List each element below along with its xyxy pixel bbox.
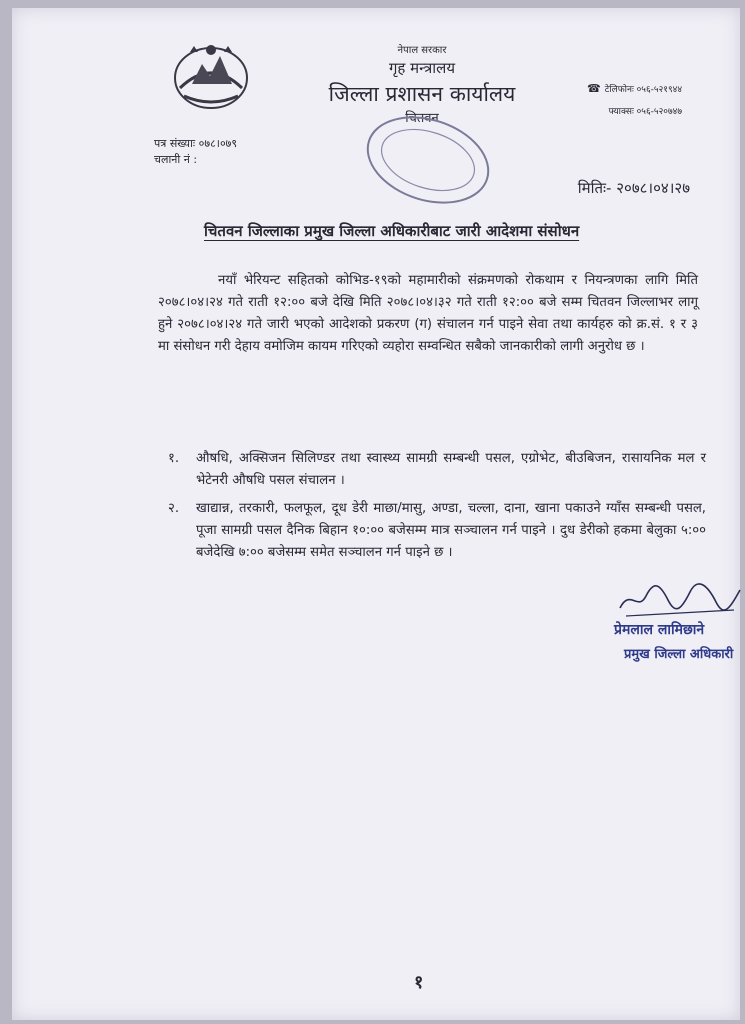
letter-number: पत्र संख्याः ०७८।०७९ — [154, 137, 238, 150]
telephone-number: टेलिफोनः ०५६-५२१९४४ — [604, 85, 682, 95]
office-name: जिल्ला प्रशासन कार्यालय — [328, 82, 516, 106]
district-name: चितवन — [405, 111, 439, 126]
government-name: नेपाल सरकार — [397, 45, 447, 56]
item-number: १. — [168, 451, 180, 466]
body-paragraph: नयाँ भेरियन्ट सहितको कोभिड-१९को महामारीको संक्रमणको रोकथाम र नियन्त्रणका लागि मिति २०७८।०४।२४ गते राती १२:०० बजे देखि मिति २०७८।०४।३२ गते राती १२:०० बजे सम्म चितवन जिल्लाभर लागू हुने २०७८।०४।२४ गते जारी भएको आदेशको प्रकरण (ग) संचालन गर्न पाइने सेवा तथा कार्यहरु को क्र.सं. १ र ३ मा संसोधन गरी देहाय वमोजिम कायम गरिएको व्यहोरा सम्वन्धित सबैको जानकारीको लागी अनुरोध छ । — [158, 273, 698, 354]
list-item — [158, 448, 706, 492]
reference-block — [154, 136, 237, 168]
letter-date: मितिः- २०७८।०४।२७ — [577, 179, 690, 197]
document-title: चितवन जिल्लाका प्रमुख जिल्ला अधिकारीबाट जारी आदेशमा संसोधन — [204, 222, 580, 240]
handwritten-signature-icon — [616, 578, 744, 618]
office-stamp-icon — [358, 108, 498, 208]
list-item — [158, 498, 706, 564]
signer-designation: प्रमुख जिल्ला अधिकारी — [624, 647, 734, 662]
item-number: २. — [168, 501, 180, 516]
item-text: खाद्यान्न, तरकारी, फलफूल, दूध डेरी माछा/मासु, अण्डा, चल्ला, दाना, खाना पकाउने ग्याँस सम्बन्धी पसल, पूजा सामग्री पसल दैनिक बिहान १०:०० बजेसम्म मात्र सञ्चालन गर्न पाइने । दुध डेरीको हकमा बेलुका ५:०० बजेदेखि ७:०० बजेसम्म समेत सञ्चालन गर्न पाइने छ । — [196, 501, 706, 560]
telephone-icon: ☎ — [587, 82, 601, 95]
page-number: १ — [414, 972, 424, 993]
telephone-line — [587, 82, 682, 95]
document-page — [12, 8, 740, 1020]
ministry-name: गृह मन्त्रालय — [388, 59, 456, 77]
item-text: औषधि, अक्सिजन सिलिण्डर तथा स्वास्थ्य सामग्री सम्बन्धी पसल, एग्रोभेट, बीउबिजन, रासायनिक मल र भेटेनरी औषधि पसल संचालन । — [196, 451, 706, 488]
order-items-list — [158, 448, 706, 570]
signer-name: प्रेमलाल लामिछाने — [614, 622, 705, 638]
fax-number: फ्याक्सः ०५६-५२०७४७ — [608, 107, 682, 117]
dispatch-number: चलानी नं : — [154, 153, 198, 166]
government-emblem-icon — [170, 38, 252, 114]
